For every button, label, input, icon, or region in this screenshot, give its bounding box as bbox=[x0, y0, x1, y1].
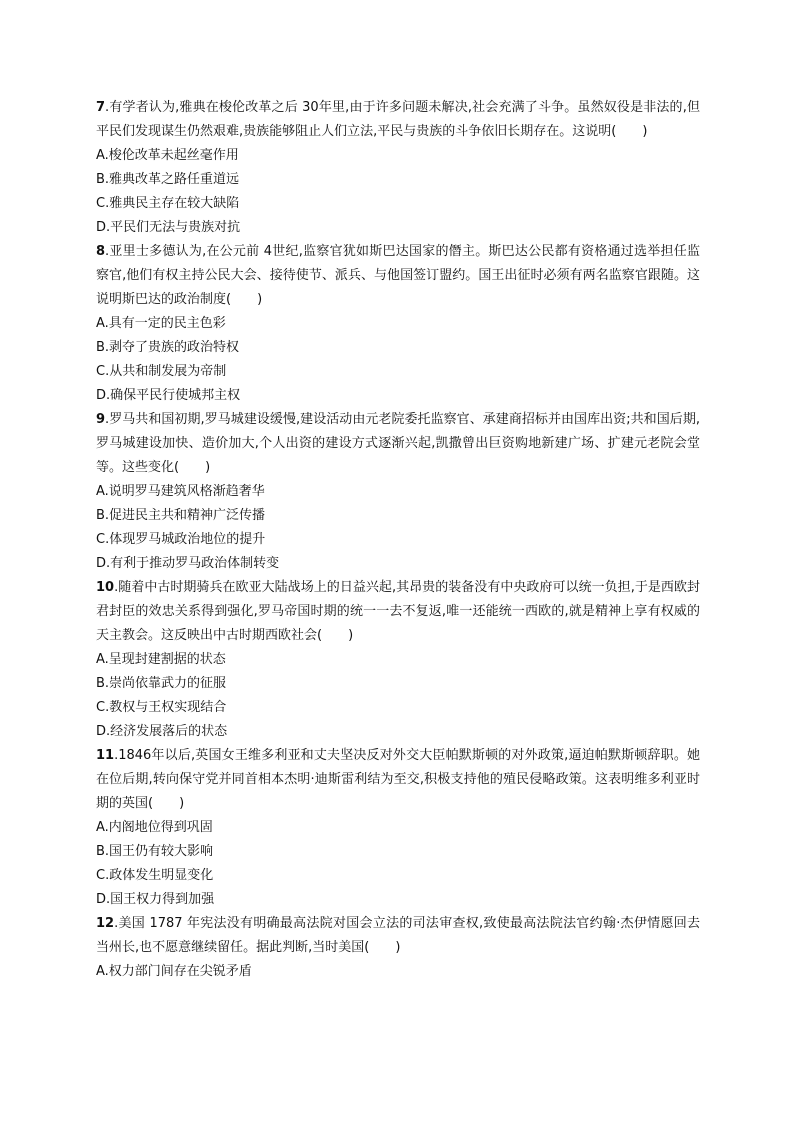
question-8 bbox=[96, 240, 700, 408]
option-c: C.政体发生明显变化 bbox=[96, 868, 214, 883]
question-text: .1846年以后,英国女王维多利亚和丈夫坚决反对外交大臣帕默斯顿的对外政策,逼迫帕默斯顿辞职。她在位后期,转向保守党并同首相本杰明·迪斯雷利结为至交,积极支持他的殖民侵略政策。这表明维多利亚时期的英国( ) bbox=[96, 748, 700, 811]
option-c: C.雅典民主存在较大缺陷 bbox=[96, 196, 240, 211]
option-c: C.从共和制发展为帝制 bbox=[96, 364, 227, 379]
question-stem bbox=[96, 576, 700, 648]
question-11 bbox=[96, 744, 700, 912]
question-text: .罗马共和国初期,罗马城建设缓慢,建设活动由元老院委托监察官、承建商招标并由国库出资;共和国后期,罗马城建设加快、造价加大,个人出资的建设方式逐渐兴起,凯撒曾出巨资购地新建广场、扩建元老院会堂等。这些变化( ) bbox=[96, 412, 700, 475]
option-c: C.体现罗马城政治地位的提升 bbox=[96, 532, 266, 547]
option-b: B.雅典改革之路任重道远 bbox=[96, 172, 240, 187]
option-b: B.崇尚依靠武力的征服 bbox=[96, 676, 227, 691]
option-a: A.梭伦改革未起丝毫作用 bbox=[96, 148, 239, 163]
option-d: D.经济发展落后的状态 bbox=[96, 724, 228, 739]
exam-page bbox=[96, 96, 700, 984]
question-12 bbox=[96, 912, 700, 984]
question-7 bbox=[96, 96, 700, 240]
option-a: A.具有一定的民主色彩 bbox=[96, 316, 226, 331]
option-a: A.呈现封建割据的状态 bbox=[96, 652, 226, 667]
option-d: D.国王权力得到加强 bbox=[96, 892, 215, 907]
option-a: A.说明罗马建筑风格渐趋奢华 bbox=[96, 484, 265, 499]
option-d: D.有利于推动罗马政治体制转变 bbox=[96, 556, 280, 571]
option-d: D.平民们无法与贵族对抗 bbox=[96, 220, 241, 235]
question-stem bbox=[96, 912, 700, 960]
option-d: D.确保平民行使城邦主权 bbox=[96, 388, 241, 403]
question-stem bbox=[96, 408, 700, 480]
option-a: A.权力部门间存在尖锐矛盾 bbox=[96, 964, 252, 979]
question-text: .美国 1787 年宪法没有明确最高法院对国会立法的司法审查权,致使最高法院法官约翰·杰伊情愿回去当州长,也不愿意继续留任。据此判断,当时美国( ) bbox=[96, 916, 700, 955]
question-text: .亚里士多德认为,在公元前 4世纪,监察官犹如斯巴达国家的僭主。斯巴达公民都有资格通过选举担任监察官,他们有权主持公民大会、接待使节、派兵、与他国签订盟约。国王出征时必须有两名监察官跟随。这说明斯巴达的政治制度( ) bbox=[96, 244, 700, 307]
question-stem bbox=[96, 240, 700, 312]
question-stem bbox=[96, 744, 700, 816]
question-text: .随着中古时期骑兵在欧亚大陆战场上的日益兴起,其昂贵的装备没有中央政府可以统一负担,于是西欧封君封臣的效忠关系得到强化,罗马帝国时期的统一一去不复返,唯一还能统一西欧的,就是精神上享有权威的天主教会。这反映出中古时期西欧社会( ) bbox=[96, 580, 700, 643]
question-number: 8 bbox=[96, 244, 106, 259]
question-number: 11 bbox=[96, 748, 115, 763]
option-b: B.促进民主共和精神广泛传播 bbox=[96, 508, 266, 523]
question-10 bbox=[96, 576, 700, 744]
option-c: C.教权与王权实现结合 bbox=[96, 700, 227, 715]
option-a: A.内阁地位得到巩固 bbox=[96, 820, 213, 835]
question-stem bbox=[96, 96, 700, 144]
option-b: B.国王仍有较大影响 bbox=[96, 844, 214, 859]
question-number: 12 bbox=[96, 916, 115, 931]
question-number: 7 bbox=[96, 100, 106, 115]
question-number: 10 bbox=[96, 580, 115, 595]
question-9 bbox=[96, 408, 700, 576]
option-b: B.剥夺了贵族的政治特权 bbox=[96, 340, 240, 355]
question-number: 9 bbox=[96, 412, 106, 427]
question-text: .有学者认为,雅典在梭伦改革之后 30年里,由于许多问题未解决,社会充满了斗争。虽然奴役是非法的,但平民们发现谋生仍然艰难,贵族能够阻止人们立法,平民与贵族的斗争依旧长期存在。这说明( ) bbox=[96, 100, 700, 139]
